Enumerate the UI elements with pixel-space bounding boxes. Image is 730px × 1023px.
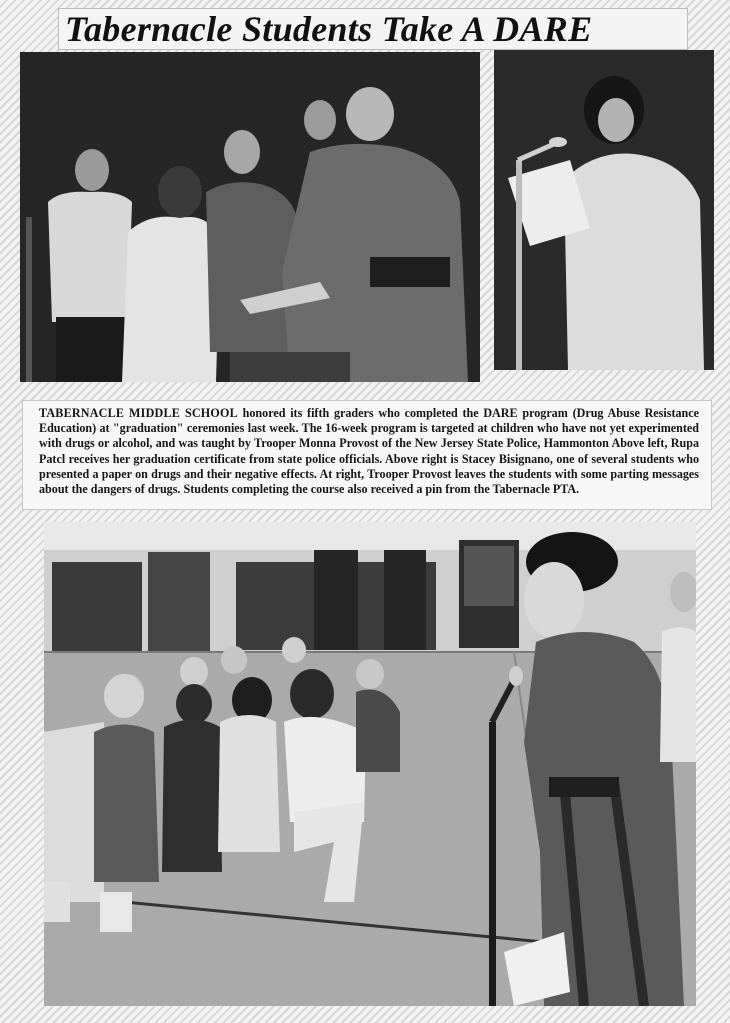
caption-lead: TABERNACLE MIDDLE SCHOOL — [39, 406, 238, 420]
photo-caption — [22, 400, 712, 510]
photo-trooper-speaking — [44, 522, 696, 1006]
photo-student-reading — [494, 50, 714, 370]
caption-body: honored its fifth graders who completed the DARE program (Drug Abuse Resistance Education) at "graduation" ceremonies last week. The 16-week program is targeted at children who have not yet experimented with drugs or alcohol, and was taught by Trooper Monna Provost of the New Jersey State Police, Hammonton Above left, Rupa Patcl receives her graduation certificate from state police officials. Above right is Stacey Bisignano, one of several students who presented a paper on drugs and their negative effects. At right, Trooper Provost leaves the students with some parting messages about the dangers of drugs. Students completing the course also received a pin from the Tabernacle PTA. — [39, 406, 699, 497]
headline: Tabernacle Students Take A DARE — [58, 8, 688, 50]
photo-certificate-presentation — [20, 52, 480, 382]
